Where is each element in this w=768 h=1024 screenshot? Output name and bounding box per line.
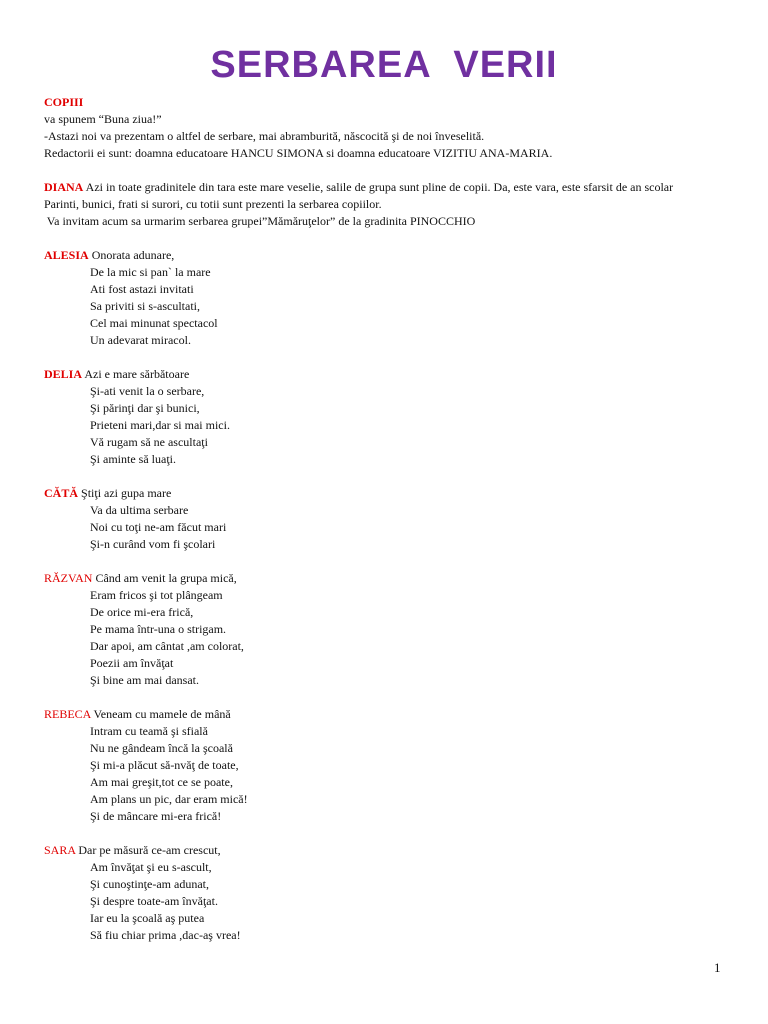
verse-line: Şi bine am mai dansat. <box>90 673 199 687</box>
speaker-name: COPIII <box>44 95 84 109</box>
verse-line: Vă rugam să ne ascultaţi <box>90 435 208 449</box>
verse-line: Şi-n curând vom fi şcolari <box>90 537 216 551</box>
verse-line: Şi cunoştinţe-am adunat, <box>90 877 209 891</box>
verse-line: Să fiu chiar prima ,dac-aş vrea! <box>90 928 241 942</box>
speaker-name: CĂTĂ <box>44 486 79 500</box>
text-line: -Astazi noi va prezentam o altfel de serbare, mai abramburită, născocită şi de noi înveselită. <box>44 129 485 143</box>
verse-line: Sa priviti si s-ascultati, <box>90 299 200 313</box>
verse-line: Şi aminte să luaţi. <box>90 452 176 466</box>
text-line: Redactorii ei sunt: doamna educatoare HANCU SIMONA si doamna educatoare VIZITIU ANA-MARIA. <box>44 146 553 160</box>
speaker-line <box>44 94 744 111</box>
speaker-name: DIANA <box>44 180 84 194</box>
speaker-line <box>44 706 744 723</box>
verse-line: Prieteni mari,dar si mai mici. <box>90 418 230 432</box>
verse-text: Azi in toate gradinitele din tara este mare veselie, salile de grupa sunt pline de copii. Da, este vara, este sfarsit de an scolar <box>83 180 674 194</box>
speaker-name: SARA <box>44 843 76 857</box>
page-number: 1 <box>714 960 721 975</box>
verse-line: Şi de mâncare mi-era frică! <box>90 809 222 823</box>
verse-line: Cel mai minunat spectacol <box>90 316 218 330</box>
verse-line: Iar eu la şcoală aş putea <box>90 911 205 925</box>
verse-line: Şi-ati venit la o serbare, <box>90 384 205 398</box>
verse-line: Un adevarat miracol. <box>90 333 191 347</box>
verse-line: Şi mi-a plăcut să-nvăţ de toate, <box>90 758 239 772</box>
speaker-line <box>44 842 744 859</box>
verse-line: Şi părinţi dar şi bunici, <box>90 401 200 415</box>
verse-text: Onorata adunare, <box>88 248 175 262</box>
verse-text: Veneam cu mamele de mână <box>90 707 231 721</box>
verse-text: Când am venit la grupa mică, <box>92 571 237 585</box>
verse-line: Poezii am învăţat <box>90 656 174 670</box>
speaker-line <box>44 570 744 587</box>
verse-line: Intram cu teamă şi sfială <box>90 724 208 738</box>
speaker-name: DELIA <box>44 367 83 381</box>
speaker-line <box>44 247 744 264</box>
speaker-name: ALESIA <box>44 248 89 262</box>
verse-line: Nu ne gândeam încă la şcoală <box>90 741 233 755</box>
speaker-line <box>44 366 744 383</box>
verse-line: Pe mama într-una o strigam. <box>90 622 227 636</box>
document-title: SERBAREA VERII <box>210 44 558 86</box>
verse-line: De orice mi-era frică, <box>90 605 194 619</box>
speaker-line <box>44 179 744 196</box>
verse-line: Eram fricos şi tot plângeam <box>90 588 223 602</box>
text-line: Va invitam acum sa urmarim serbarea grupei”Mămăruţelor” de la gradinita PINOCCHIO <box>44 214 476 228</box>
verse-line: Dar apoi, am cântat ,am colorat, <box>90 639 244 653</box>
verse-line: Am mai greşit,tot ce se poate, <box>90 775 233 789</box>
verse-text: Ştiţi azi gupa mare <box>78 486 172 500</box>
speaker-line <box>44 485 744 502</box>
document-body <box>44 94 744 944</box>
verse-line: Am plans un pic, dar eram mică! <box>90 792 248 806</box>
speaker-name: RĂZVAN <box>44 571 93 585</box>
verse-text: Azi e mare sărbătoare <box>82 367 190 381</box>
verse-line: Va da ultima serbare <box>90 503 189 517</box>
verse-line: Ati fost astazi invitati <box>90 282 194 296</box>
verse-line: Noi cu toţi ne-am făcut mari <box>90 520 227 534</box>
text-line: va spunem “Buna ziua!” <box>44 112 162 126</box>
verse-text: Dar pe măsură ce-am crescut, <box>75 843 221 857</box>
verse-line: Am învăţat şi eu s-ascult, <box>90 860 212 874</box>
verse-line: Şi despre toate-am învăţat. <box>90 894 218 908</box>
speaker-name: REBECA <box>44 707 91 721</box>
verse-line: De la mic si pan` la mare <box>90 265 211 279</box>
text-line: Parinti, bunici, frati si surori, cu totii sunt prezenti la serbarea copiilor. <box>44 197 382 211</box>
